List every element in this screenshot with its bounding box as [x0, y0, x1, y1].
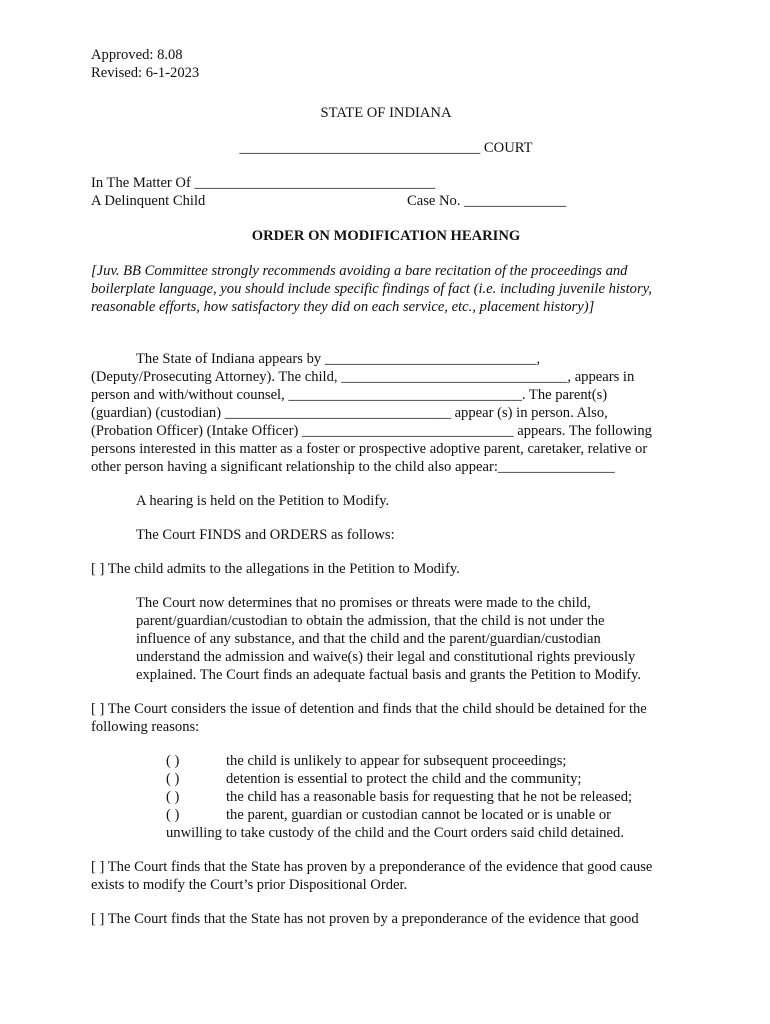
- child-case-row: [91, 192, 681, 210]
- appearance-line: other person having a significant relationship to the child also appear:________________: [91, 459, 615, 475]
- reason-item: [166, 806, 681, 824]
- determination-paragraph: [136, 594, 681, 684]
- admission-checkbox-item: [ ] The child admits to the allegations in the Petition to Modify.: [91, 561, 460, 577]
- proven-checkbox-item: [91, 858, 681, 894]
- reason-checkbox: ( ): [166, 753, 180, 769]
- reason-item: [166, 788, 681, 806]
- detention-checkbox-item: [91, 700, 681, 736]
- reason-text: the child is unlikely to appear for subsequent proceedings;: [226, 753, 567, 769]
- revised-line: Revised: 6-1-2023: [91, 65, 200, 81]
- appearance-line: (Deputy/Prosecuting Attorney). The child, _______________________________, appears in: [91, 369, 635, 385]
- determination-line: parent/guardian/custodian to obtain the admission, that the child is not under the: [136, 613, 605, 629]
- approved-line: Approved: 8.08: [91, 47, 183, 63]
- reason-item: [166, 770, 681, 788]
- document-page: [91, 46, 681, 928]
- appearances-paragraph: [91, 350, 681, 476]
- reason-checkbox: ( ): [166, 807, 180, 823]
- committee-note: [Juv. BB Committee strongly recommends avoiding a bare recitation of the proceedings and boilerplate language, you should include specific findings of fact (i.e. including juvenile history, reasonable efforts, how satisfactory they did on each service, etc., placement history)]: [91, 263, 652, 315]
- reason-item: [166, 752, 681, 770]
- appearance-line: person and with/without counsel, ________________________________. The parent(s): [91, 387, 608, 403]
- not-proven-checkbox-item: [ ] The Court finds that the State has not proven by a preponderance of the evidence that good: [91, 911, 639, 927]
- reason-text: the parent, guardian or custodian cannot be located or is unable or: [226, 807, 611, 823]
- determination-line: understand the admission and waive(s) their legal and constitutional rights previously: [136, 649, 636, 665]
- determination-line: The Court now determines that no promises or threats were made to the child,: [136, 595, 591, 611]
- hearing-held: A hearing is held on the Petition to Modify.: [136, 493, 390, 509]
- finds-orders: The Court FINDS and ORDERS as follows:: [136, 527, 395, 543]
- order-title: ORDER ON MODIFICATION HEARING: [251, 228, 521, 244]
- reason-continuation: unwilling to take custody of the child and the Court orders said child detained.: [166, 825, 624, 841]
- reason-checkbox: ( ): [166, 771, 180, 787]
- reason-text: the child has a reasonable basis for requesting that he not be released;: [226, 789, 633, 805]
- proven-line: [ ] The Court finds that the State has proven by a preponderance of the evidence that good cause: [91, 859, 653, 875]
- court-line: _________________________________ COURT: [239, 140, 533, 156]
- matter-line: In The Matter Of _________________________________: [91, 175, 436, 191]
- delinquent-child-label: A Delinquent Child: [91, 193, 206, 209]
- proven-line: exists to modify the Court’s prior Dispositional Order.: [91, 877, 408, 893]
- determination-line: explained. The Court finds an adequate factual basis and grants the Petition to Modify.: [136, 667, 641, 683]
- appearance-line: persons interested in this matter as a foster or prospective adoptive parent, caretaker, relative or: [91, 441, 648, 457]
- reason-checkbox: ( ): [166, 789, 180, 805]
- determination-line: influence of any substance, and that the child and the parent/guardian/custodian: [136, 631, 601, 647]
- detention-line: following reasons:: [91, 719, 200, 735]
- appearance-line: (Probation Officer) (Intake Officer) _____________________________ appears. The following: [91, 423, 652, 439]
- state-heading: STATE OF INDIANA: [320, 105, 452, 121]
- case-number: Case No. ______________: [407, 193, 567, 209]
- reason-text: detention is essential to protect the child and the community;: [226, 771, 582, 787]
- detention-reasons-list: [91, 752, 681, 842]
- appearance-line: The State of Indiana appears by _____________________________,: [136, 351, 541, 367]
- appearance-line: (guardian) (custodian) _______________________________ appear (s) in person. Also,: [91, 405, 608, 421]
- detention-line: [ ] The Court considers the issue of detention and finds that the child should be detained for the: [91, 701, 647, 717]
